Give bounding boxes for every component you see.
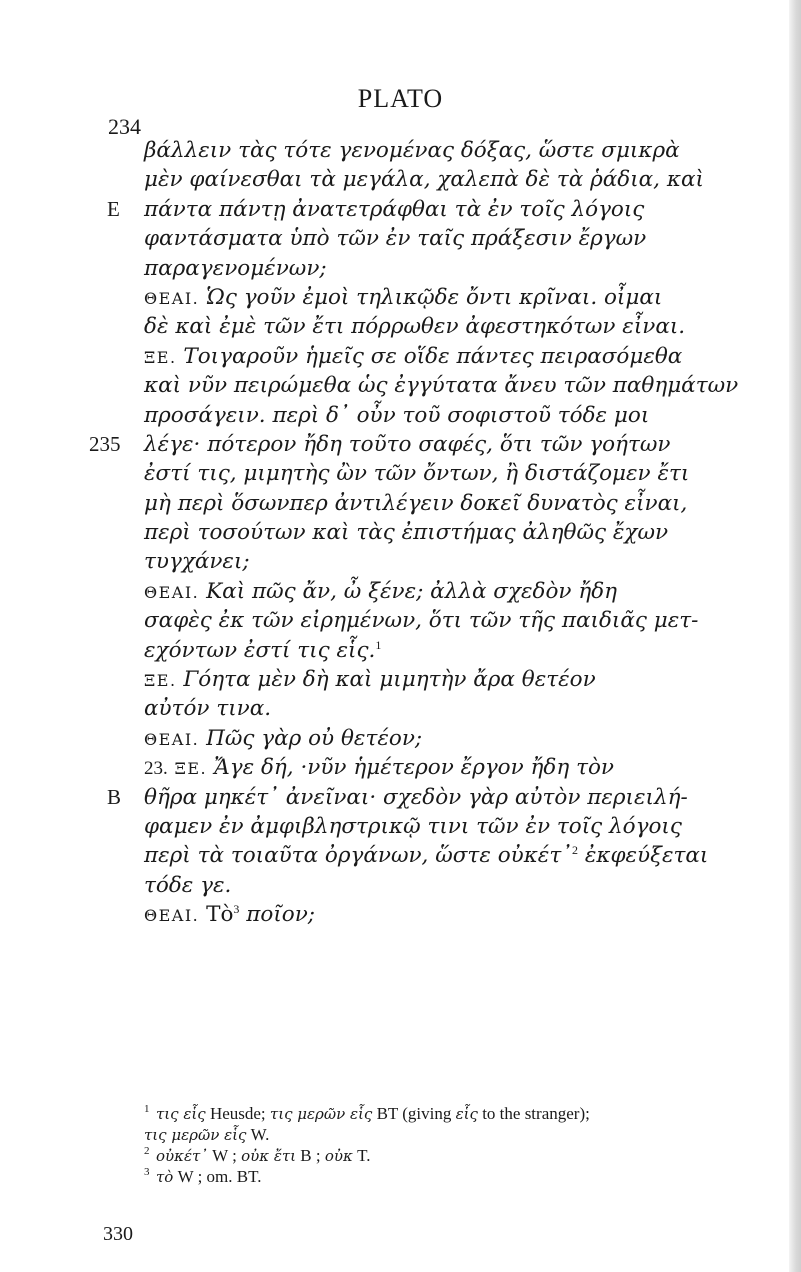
margin-marker-235: 235 (89, 431, 121, 456)
speaker-label: ΘΕΑΙ. (144, 729, 200, 749)
text-line: παραγενομένων; (144, 255, 327, 281)
text-line: καὶ νῦν πειρώμεθα ὡς ἐγγύτατα ἄνευ τῶν παθημάτων (144, 373, 739, 399)
text-line: βάλλειν τὰς τότε γενομένας δόξας, ὥστε σμικρὰ (144, 138, 680, 163)
speaker-label: ΞΕ. (144, 671, 177, 691)
speaker-label: ΞΕ. (174, 759, 208, 779)
text-line: φαμεν ἐν ἀμφιβληστρικῷ τινι τῶν ἐν τοῖς λόγοις (144, 813, 682, 839)
text-line: περὶ τοσούτων καὶ τὰς ἐπιστήμας ἀληθῶς ἔχων (144, 520, 669, 546)
text-line: μὲν φαίνεσθαι τὰ μεγάλα, χαλεπὰ δὲ τὰ ῥάδια, καὶ (144, 167, 704, 193)
text-line: 235 λέγε· πότερον ἤδη τοῦτο σαφές, ὅτι τῶν γοήτων (144, 430, 784, 459)
text-line: ΞΕ. Τοιγαροῦν ἡμεῖς σε οἵδε πάντες πειρασόμεθα (144, 343, 683, 369)
text-line: τυγχάνει; (144, 549, 250, 575)
text-line: ἐστί τις, μιμητὴς ὢν τῶν ὄντων, ἢ διστάζομεν ἔτι (144, 461, 690, 487)
section-number: 23. (144, 758, 168, 780)
text-line: B θῆρα μηκέτ᾽ ἀνεῖναι· σχεδὸν γὰρ αὐτὸν περιειλή- (144, 783, 784, 812)
text-line: 23. ΞΕ. Ἄγε δή, ·νῦν ἡμέτερον ἔργον ἤδη τὸν (144, 755, 614, 781)
text-line: φαντάσματα ὑπὸ τῶν ἐν ταῖς πράξεσιν ἔργων (144, 226, 647, 252)
footnote: 1 τις εἷς Heusde; τις μερῶν εἷς BT (giving εἷς to the stranger); (144, 1103, 590, 1123)
footnote-ref: 2 (571, 843, 578, 858)
margin-marker-b: B (107, 784, 122, 809)
text-line: ΘΕΑΙ. Ὡς γοῦν ἐμοὶ τηλικῷδε ὄντι κρῖναι. οἶμαι (144, 284, 663, 310)
text-line: ΘΕΑΙ. Καὶ πῶς ἄν, ὦ ξένε; ἀλλὰ σχεδὸν ἤδη (144, 578, 618, 604)
footnote-ref: 3 (233, 902, 240, 916)
text-line: τόδε γε. (144, 872, 232, 898)
footnotes (144, 1103, 784, 1187)
text-line: περὶ τὰ τοιαῦτα ὀργάνων, ὥστε οὐκέτ᾽$^2$ ἐκφεύξεται (144, 843, 709, 869)
greek-text (89, 136, 784, 930)
text-line: δὲ καὶ ἐμὲ τῶν ἔτι πόρρωθεν ἀφεστηκότων εἶναι. (144, 314, 686, 340)
text-line: εχόντων ἐστί τις εἷς.$^1$ (144, 637, 382, 663)
text-line: σαφὲς ἐκ τῶν εἰρημένων, ὅτι τῶν τῆς παιδιᾶς μετ- (144, 608, 699, 634)
text-line: ΘΕΑΙ. Τὸ$^3$ ποῖον; (144, 902, 316, 928)
text-line: αὐτόν τινα. (144, 696, 272, 722)
speaker-label: ΞΕ. (144, 347, 177, 367)
text-line: προσάγειν. περὶ δ᾽ οὖν τοῦ σοφιστοῦ τόδε μοι (144, 402, 650, 428)
text-line: ΘΕΑΙ. Πῶς γὰρ οὐ θετέον; (144, 725, 423, 751)
footnote-ref: 1 (375, 637, 382, 652)
footnote: 3 τὸ W ; om. BT. (144, 1166, 262, 1186)
running-head: PLATO (357, 84, 444, 113)
text-line: ΞΕ. Γόητα μὲν δὴ καὶ μιμητὴν ἄρα θετέον (144, 667, 596, 693)
folio-number: 330 (103, 1223, 133, 1245)
footnote: 2 οὐκέτ᾽ W ; οὐκ ἔτι B ; οὐκ T. (144, 1145, 371, 1165)
speaker-label: ΘΕΑΙ. (144, 288, 200, 308)
text-line: E πάντα πάντῃ ἀνατετράφθαι τὰ ἐν τοῖς λόγοις (144, 195, 784, 224)
page-number: 234 (108, 114, 141, 139)
text-line: μὴ περὶ ὅσωνπερ ἀντιλέγειν δοκεῖ δυνατὸς εἶναι, (144, 490, 688, 516)
footnote-continued: τις μερῶν εἷς W. (144, 1125, 270, 1144)
page-edge (789, 0, 801, 1272)
margin-marker-e: E (107, 196, 120, 221)
speaker-label: ΘΕΑΙ. (144, 582, 200, 602)
speaker-label: ΘΕΑΙ. (144, 906, 200, 926)
